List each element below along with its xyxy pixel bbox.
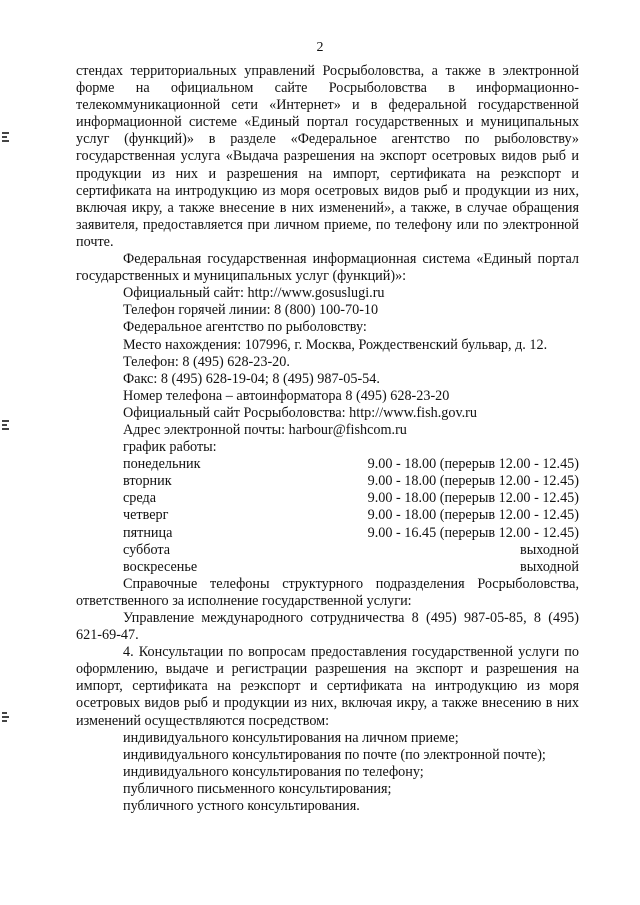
schedule-row xyxy=(76,559,579,576)
paragraph-portal: Федеральная государственная информационная система «Единый портал государственных и муниципальных услуг (функций)»: xyxy=(76,251,579,285)
agency-address: Место нахождения: 107996, г. Москва, Рождественский бульвар, д. 12. xyxy=(123,336,548,353)
schedule-row xyxy=(76,473,579,490)
paragraph-section-4: 4. Консультации по вопросам предоставления государственной услуги по оформлению, выдаче и регистрации разрешения на экспорт и разрешения на импорт, сертификата на реэкспорт и сертификата на интродукцию из моря осетровых видов рыб и продукции из них, включая икру, а также внесению в них изменений осуществляются посредством: xyxy=(76,644,579,729)
list-item: индивидуального консультирования по телефону; xyxy=(123,763,424,780)
paragraph-department: Управление международного сотрудничества 8 (495) 987-05-85, 8 (495) 621-69-47. xyxy=(76,610,579,644)
agency-fax: Факс: 8 (495) 628-19-04; 8 (495) 987-05-54. xyxy=(123,370,380,387)
schedule-day: пятница xyxy=(123,524,173,541)
document-body xyxy=(76,63,579,815)
schedule-hours: 9.00 - 18.00 (перерыв 12.00 - 12.45) xyxy=(367,456,579,473)
schedule-table xyxy=(76,456,579,576)
schedule-row xyxy=(76,542,579,559)
schedule-day: суббота xyxy=(123,541,171,558)
fish-site: Официальный сайт Росрыболовства: http://www.fish.gov.ru xyxy=(123,404,477,421)
agency-heading: Федеральное агентство по рыболовству: xyxy=(123,319,367,336)
autoinformer-phone: Номер телефона – автоинформатора 8 (495) 628-23-20 xyxy=(123,387,450,404)
page-number: 2 xyxy=(316,40,324,55)
schedule-hours: 9.00 - 18.00 (перерыв 12.00 - 12.45) xyxy=(367,507,579,524)
schedule-title: график работы: xyxy=(123,439,217,456)
schedule-hours: 9.00 - 18.00 (перерыв 12.00 - 12.45) xyxy=(367,473,579,490)
agency-email: Адрес электронной почты: harbour@fishcom.ru xyxy=(123,421,407,438)
schedule-row xyxy=(76,456,579,473)
schedule-day: вторник xyxy=(123,473,172,490)
scan-mark xyxy=(2,132,10,148)
schedule-day: четверг xyxy=(123,507,169,524)
schedule-row xyxy=(76,507,579,524)
portal-site: Официальный сайт: http://www.gosuslugi.ru xyxy=(123,285,385,302)
schedule-hours: 9.00 - 18.00 (перерыв 12.00 - 12.45) xyxy=(367,490,579,507)
scan-mark xyxy=(2,420,10,436)
agency-phone: Телефон: 8 (495) 628-23-20. xyxy=(123,353,290,370)
schedule-day: среда xyxy=(123,490,157,507)
paragraph-continuation: стендах территориальных управлений Росрыболовства, а также в электронной форме на официальном сайте Росрыболовства в информационно-телекоммуникационной сети «Интернет» и в федеральной государственной информационной системе «Единый портал государственных и муниципальных услуг (функций)» в разделе «Федеральное агентство по рыболовству» государственная услуга «Выдача разрешения на экспорт осетровых видов рыб и продукции из них и разрешения на импорт, сертификата на реэкспорт и сертификата на интродукцию из моря осетровых видов рыб и продукции из них, включая икру, а также внесение в них изменений», а также, в случае обращения заявителя, предоставляется при личном приеме, по телефону или по электронной почте. xyxy=(76,63,579,250)
schedule-hours: выходной xyxy=(520,558,579,575)
paragraph-reference-phones: Справочные телефоны структурного подразделения Росрыболовства, ответственного за исполнение государственной услуги: xyxy=(76,575,579,609)
list-item: публичного устного консультирования. xyxy=(123,798,360,815)
schedule-day: понедельник xyxy=(123,456,201,473)
scan-mark xyxy=(2,712,10,728)
schedule-hours: 9.00 - 16.45 (перерыв 12.00 - 12.45) xyxy=(367,524,579,541)
list-item: индивидуального консультирования на личном приеме; xyxy=(123,729,459,746)
hotline-phone: Телефон горячей линии: 8 (800) 100-70-10 xyxy=(123,302,379,319)
list-item: публичного письменного консультирования; xyxy=(123,780,392,797)
schedule-day: воскресенье xyxy=(123,558,198,575)
schedule-hours: выходной xyxy=(520,541,579,558)
schedule-row xyxy=(76,490,579,507)
list-item: индивидуального консультирования по почте (по электронной почте); xyxy=(123,746,546,763)
schedule-row xyxy=(76,525,579,542)
